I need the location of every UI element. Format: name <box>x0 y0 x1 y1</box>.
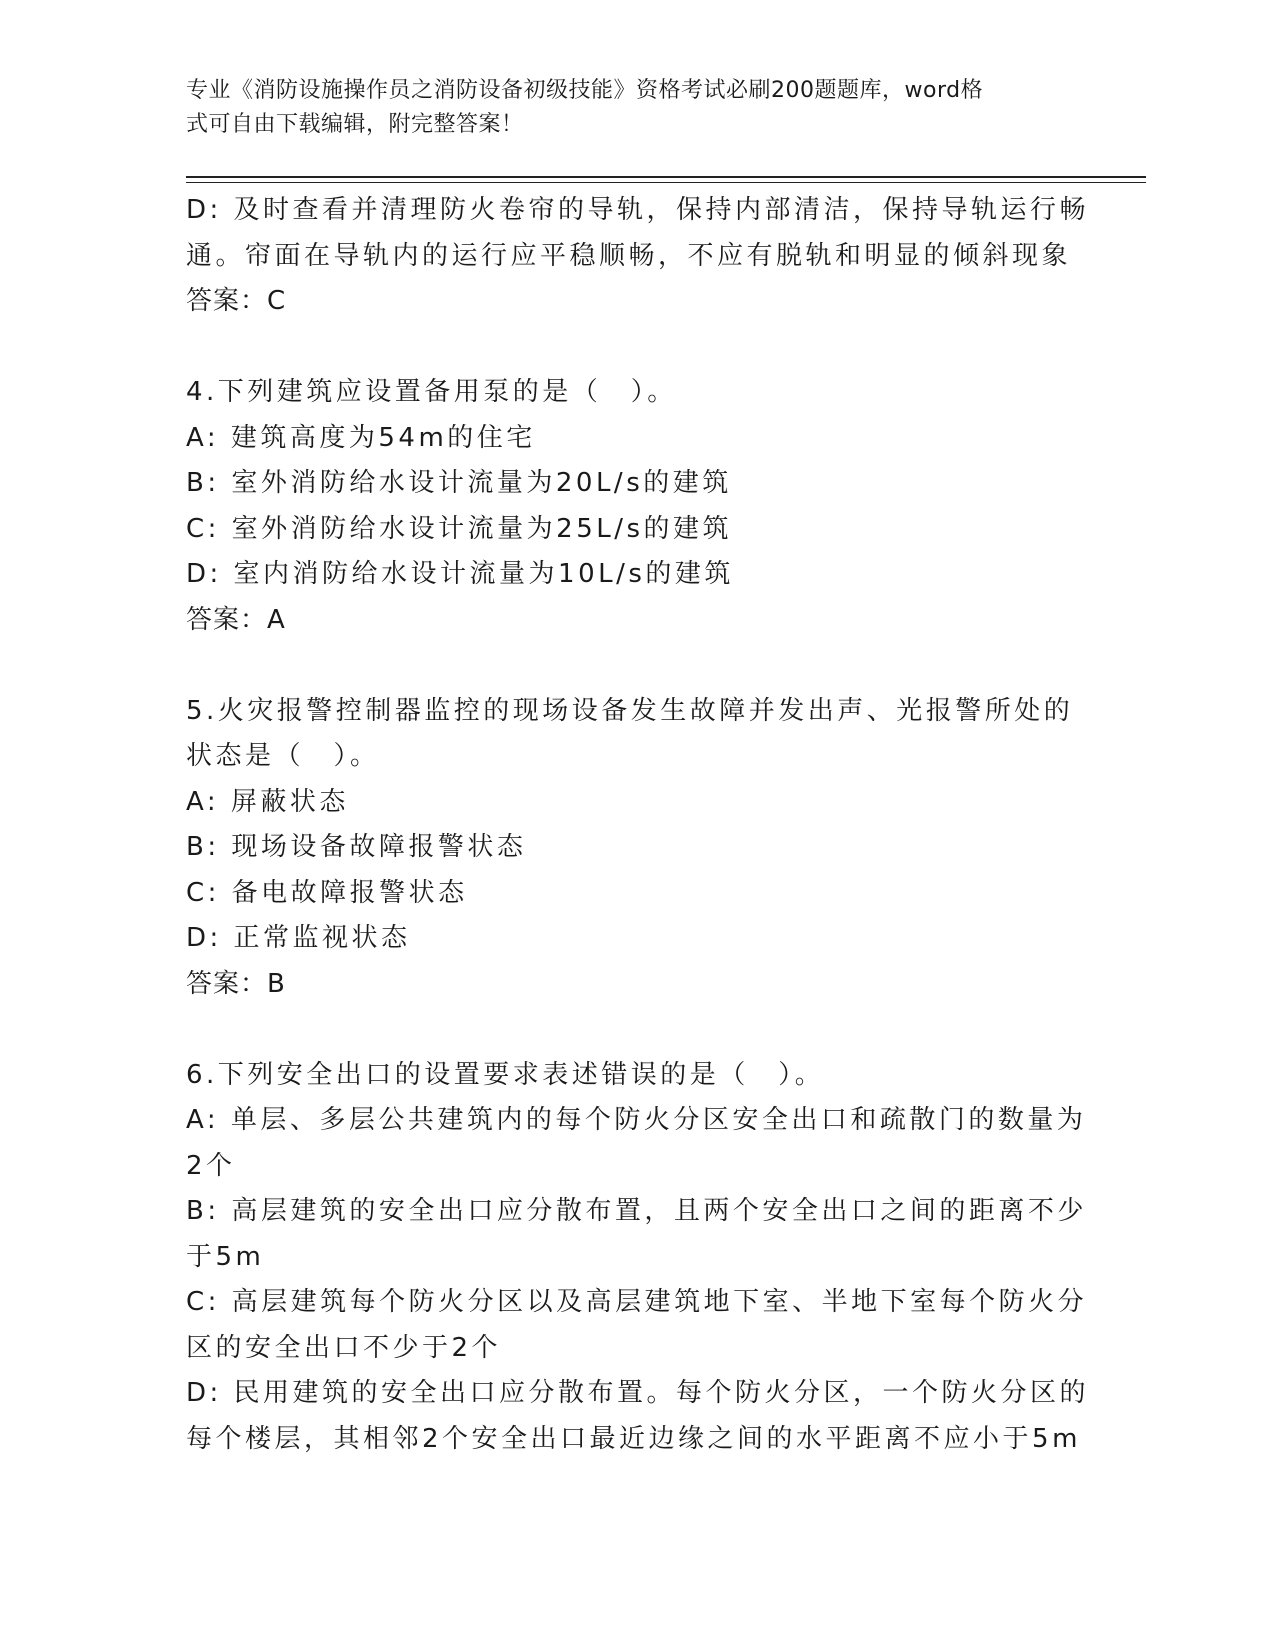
option-c: C: 室外消防给水设计流量为25L/s的建筑 <box>186 513 733 544</box>
option-a: A: 屏蔽状态 <box>186 786 349 817</box>
option-c-line-1: C: 高层建筑每个防火分区以及高层建筑地下室、半地下室每个防火分 <box>186 1287 1088 1317</box>
question-5 <box>186 689 1086 1008</box>
option-b-line-2: 于5m <box>186 1241 265 1272</box>
option-d-line-2: 通。帘面在导轨内的运行应平稳顺畅，不应有脱轨和明显的倾斜现象 <box>186 240 1072 271</box>
option-d-line-1: D: 及时查看并清理防火卷帘的导轨，保持内部清洁，保持导轨运行畅 <box>186 195 1090 225</box>
header-divider-thick <box>186 176 1146 178</box>
question-stem-line-2: 状态是（ ）。 <box>186 741 380 771</box>
option-b: B: 室外消防给水设计流量为20L/s的建筑 <box>186 468 732 498</box>
question-stem: 6.下列安全出口的设置要求表述错误的是（ ）。 <box>186 1059 825 1090</box>
question-4 <box>186 370 1086 643</box>
option-d-line-2: 每个楼层，其相邻2个安全出口最近边缘之间的水平距离不应小于5m <box>186 1423 1081 1454</box>
header-line-2: 式可自由下载编辑，附完整答案！ <box>186 112 524 137</box>
answer-label: 答案：A <box>186 604 286 635</box>
question-6 <box>186 1053 1090 1463</box>
option-b: B: 现场设备故障报警状态 <box>186 832 527 862</box>
option-d-line-1: D: 民用建筑的安全出口应分散布置。每个防火分区，一个防火分区的 <box>186 1378 1090 1408</box>
option-a-line-1: A: 单层、多层公共建筑内的每个防火分区安全出口和疏散门的数量为 <box>186 1105 1087 1135</box>
document-body <box>186 188 1090 1462</box>
option-c-line-2: 区的安全出口不少于2个 <box>186 1332 502 1363</box>
option-a-line-2: 2个 <box>186 1150 236 1181</box>
answer-label: 答案：C <box>186 286 287 316</box>
question-stem-line-1: 5.火灾报警控制器监控的现场设备发生故障并发出声、光报警所处的 <box>186 695 1074 726</box>
header-line-1: 专业《消防设施操作员之消防设备初级技能》资格考试必刷200题题库，word格 <box>186 78 984 103</box>
page-header <box>186 74 1086 142</box>
option-a: A: 建筑高度为54m的住宅 <box>186 422 536 453</box>
spacer <box>186 325 1086 371</box>
question-stem: 4.下列建筑应设置备用泵的是（ ）。 <box>186 377 677 407</box>
option-b-line-1: B: 高层建筑的安全出口应分散布置，且两个安全出口之间的距离不少 <box>186 1196 1087 1226</box>
spacer <box>186 1007 1086 1053</box>
question-3-tail <box>186 188 1090 325</box>
header-divider-thin <box>186 182 1146 183</box>
option-d: D: 室内消防给水设计流量为10L/s的建筑 <box>186 559 734 589</box>
answer-label: 答案：B <box>186 968 286 999</box>
option-d: D: 正常监视状态 <box>186 923 411 953</box>
option-c: C: 备电故障报警状态 <box>186 877 468 908</box>
spacer <box>186 643 1086 689</box>
